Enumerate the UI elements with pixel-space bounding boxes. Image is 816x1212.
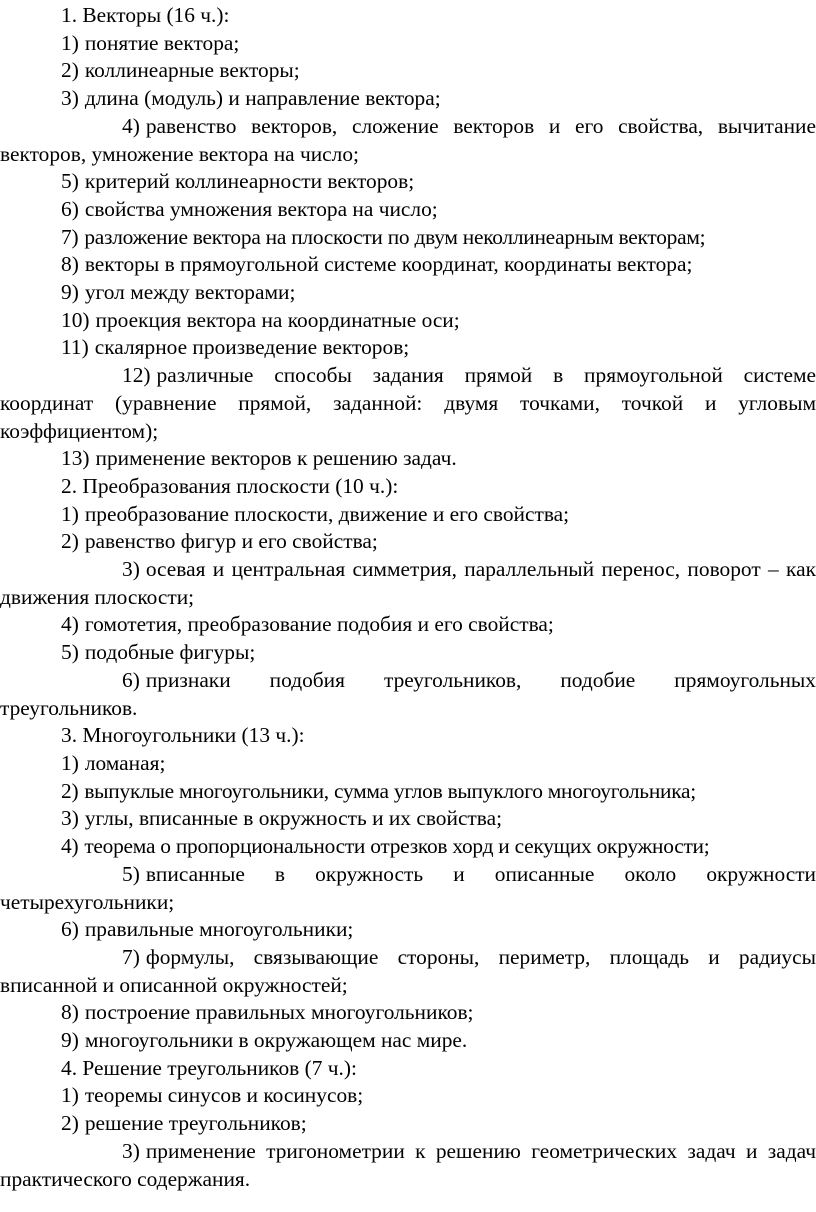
item-number: 10) — [61, 307, 90, 332]
item-number: 6) — [61, 917, 79, 942]
item-number: 5) — [61, 169, 79, 194]
item-number: 4) — [122, 113, 140, 138]
item-number: 5) — [61, 640, 79, 665]
list-item — [0, 1082, 816, 1110]
list-item — [0, 251, 816, 279]
item-number: 2) — [61, 1111, 79, 1136]
list-item — [0, 307, 816, 335]
list-item — [0, 57, 816, 85]
section-title: 3. Многоугольники (13 ч.): — [61, 723, 305, 748]
item-number: 13) — [61, 446, 90, 471]
list-item — [0, 639, 816, 667]
section-polygons — [0, 722, 816, 1054]
list-item — [0, 1110, 816, 1138]
list-item — [0, 999, 816, 1027]
section-transformations — [0, 473, 816, 722]
item-number: 12) — [122, 363, 151, 388]
list-item — [0, 30, 816, 58]
item-text: правильные многоугольники; — [84, 917, 354, 942]
item-text: теоремы синусов и косинусов; — [84, 1083, 364, 1108]
item-text: признаки подобия треугольников, подобие прямоугольных треугольников. — [0, 667, 816, 720]
item-text: длина (модуль) и направление вектора; — [84, 86, 441, 111]
list-item — [0, 556, 816, 611]
section-title: 1. Векторы (16 ч.): — [61, 3, 230, 27]
list-item — [0, 861, 816, 916]
list-item — [0, 1027, 816, 1055]
list-item — [0, 1138, 816, 1193]
item-number: 3) — [61, 86, 79, 111]
list-item — [0, 667, 816, 722]
item-text: вписанные в окружность и описанные около окружности четырехугольники; — [0, 861, 816, 914]
item-number: 2) — [61, 58, 79, 83]
list-item — [0, 113, 816, 168]
item-text: равенство фигур и его свойства; — [84, 529, 378, 554]
item-number: 1) — [61, 1083, 79, 1108]
item-number: 7) — [122, 944, 140, 969]
item-text: применение векторов к решению задач. — [95, 446, 457, 471]
list-item — [0, 528, 816, 556]
item-text: критерий коллинеарности векторов; — [84, 169, 415, 194]
list-item — [0, 833, 816, 861]
item-text: ломаная; — [84, 750, 166, 775]
item-text: векторы в прямоугольной системе координат, координаты вектора; — [84, 252, 693, 277]
list-item — [0, 362, 816, 445]
item-text: коллинеарные векторы; — [84, 58, 300, 83]
item-number: 1) — [61, 30, 79, 55]
item-text: различные способы задания прямой в прямоугольной системе координат (уравнение прямой, заданной: двумя точками, точкой и угловым коэффициентом); — [0, 363, 816, 443]
item-number: 6) — [122, 667, 140, 692]
item-number: 3) — [122, 1138, 140, 1163]
item-text: гомотетия, преобразование подобия и его свойства; — [84, 612, 554, 637]
list-item — [0, 501, 816, 529]
item-text: понятие вектора; — [84, 30, 240, 55]
item-number: 3) — [122, 557, 140, 582]
item-text: свойства умножения вектора на число; — [84, 196, 438, 221]
item-text: преобразование плоскости, движение и его свойства; — [84, 501, 570, 526]
item-number: 11) — [61, 335, 89, 360]
item-text: построение правильных многоугольников; — [84, 1000, 474, 1025]
item-text: осевая и центральная симметрия, параллельный перенос, поворот – как движения плоскости; — [0, 557, 816, 609]
list-item — [0, 916, 816, 944]
item-number: 3) — [61, 806, 79, 831]
list-item — [0, 805, 816, 833]
item-text: теорема о пропорциональности отрезков хорд и секущих окружности; — [84, 834, 710, 859]
list-item — [0, 944, 816, 999]
item-text: решение треугольников; — [84, 1111, 307, 1136]
list-item — [0, 445, 816, 473]
item-number: 4) — [61, 834, 79, 859]
list-item — [0, 168, 816, 196]
list-item — [0, 279, 816, 307]
item-text: угол между векторами; — [84, 280, 296, 305]
item-number: 9) — [61, 280, 79, 305]
section-vectors — [0, 2, 816, 473]
item-text: многоугольники в окружающем нас мире. — [84, 1028, 468, 1053]
list-item — [0, 334, 816, 362]
item-text: формулы, связывающие стороны, периметр, площадь и радиусы вписанной и описанной окружностей; — [0, 944, 816, 997]
item-number: 1) — [61, 501, 79, 526]
item-number: 8) — [61, 252, 79, 277]
item-number: 6) — [61, 196, 79, 221]
item-text: подобные фигуры; — [84, 640, 256, 665]
item-text: выпуклые многоугольники, сумма углов выпуклого многоугольника; — [84, 778, 696, 803]
list-item — [0, 778, 816, 806]
list-item — [0, 750, 816, 778]
item-text: проекция вектора на координатные оси; — [95, 307, 460, 332]
item-number: 4) — [61, 612, 79, 637]
section-title: 4. Решение треугольников (7 ч.): — [61, 1055, 357, 1080]
item-number: 2) — [61, 529, 79, 554]
item-text: разложение вектора на плоскости по двум неколлинеарным векторам; — [84, 224, 706, 249]
item-text: равенство векторов, сложение векторов и его свойства, вычитание векторов, умножение вектора на число; — [0, 113, 816, 166]
item-number: 2) — [61, 778, 79, 803]
list-item — [0, 85, 816, 113]
item-text: углы, вписанные в окружность и их свойства; — [84, 806, 503, 831]
section-title: 2. Преобразования плоскости (10 ч.): — [61, 473, 399, 498]
item-number: 7) — [61, 224, 79, 249]
item-number: 9) — [61, 1028, 79, 1053]
list-item — [0, 224, 816, 252]
item-text: скалярное произведение векторов; — [94, 335, 410, 360]
item-number: 1) — [61, 750, 79, 775]
item-text: применение тригонометрии к решению геометрических задач и задач практического содержания. — [0, 1138, 816, 1191]
list-item — [0, 611, 816, 639]
section-triangles — [0, 1055, 816, 1194]
item-number: 5) — [122, 861, 140, 886]
item-number: 8) — [61, 1000, 79, 1025]
list-item — [0, 196, 816, 224]
